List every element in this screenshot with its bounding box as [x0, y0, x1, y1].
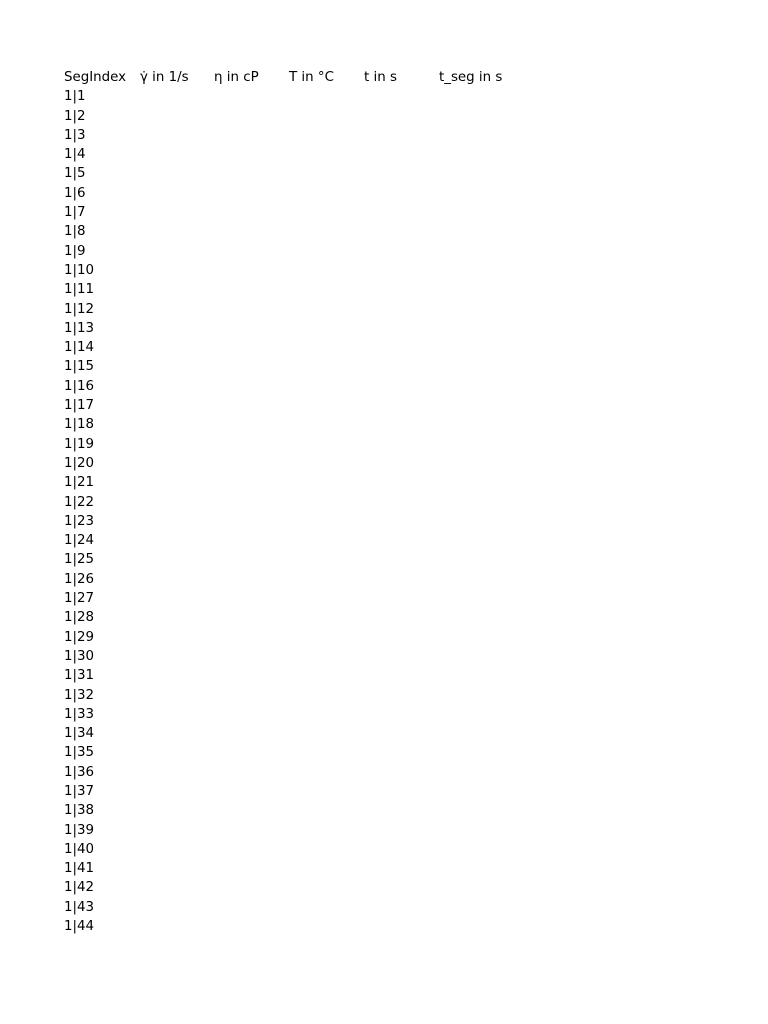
table-cell: 1|16 [64, 378, 95, 394]
table-cell: 1|42 [64, 880, 95, 896]
table-cell: 1|33 [64, 706, 95, 722]
header-shear-rate: γ̇ in 1/s [140, 70, 189, 85]
table-cell: 1|18 [64, 417, 95, 433]
table-cell: 1|35 [64, 745, 95, 761]
table-cell: 1|3 [64, 127, 86, 143]
table-cell: 1|26 [64, 571, 95, 587]
table-cell: 1|19 [64, 436, 95, 452]
table-cell: 1|37 [64, 783, 95, 799]
table-cell: 1|1 [64, 89, 86, 105]
table-cell: 1|43 [64, 899, 95, 915]
table-cell: 1|34 [64, 726, 95, 742]
header-time: t in s [364, 70, 397, 85]
table-cell: 1|17 [64, 398, 95, 414]
table-cell: 1|12 [64, 301, 95, 317]
table-cell: 1|23 [64, 513, 95, 529]
table-cell: 1|8 [64, 224, 86, 240]
table-cell: 1|28 [64, 610, 95, 626]
table-cell: 1|29 [64, 629, 95, 645]
table-cell: 1|4 [64, 147, 86, 163]
header-temperature: T in °C [289, 70, 334, 85]
table-cell: 1|21 [64, 475, 95, 491]
table-cell: 1|31 [64, 668, 95, 684]
header-segment-time: t_seg in s [439, 70, 503, 85]
table-cell: 1|10 [64, 262, 95, 278]
table-cell: 1|2 [64, 108, 86, 124]
table-cell: 1|20 [64, 455, 95, 471]
table-cell: 1|44 [64, 919, 95, 935]
header-viscosity: η in cP [214, 70, 259, 85]
header-segindex: SegIndex [64, 70, 127, 85]
table-cell: 1|39 [64, 822, 95, 838]
table-cell: 1|41 [64, 861, 95, 877]
table-cell: 1|27 [64, 591, 95, 607]
table-cell: 1|5 [64, 166, 86, 182]
table-cell: 1|40 [64, 841, 95, 857]
table-cell: 1|14 [64, 340, 95, 356]
table-cell: 1|25 [64, 552, 95, 568]
table-cell: 1|7 [64, 205, 86, 221]
table-cell: 1|22 [64, 494, 95, 510]
table-cell: 1|36 [64, 764, 95, 780]
table-cell: 1|9 [64, 243, 86, 259]
table-cell: 1|32 [64, 687, 95, 703]
table-cell: 1|11 [64, 282, 95, 298]
table-cell: 1|15 [64, 359, 95, 375]
table-cell: 1|38 [64, 803, 95, 819]
table-cell: 1|24 [64, 533, 95, 549]
table-cell: 1|6 [64, 185, 86, 201]
table-cell: 1|30 [64, 648, 95, 664]
table-cell: 1|13 [64, 320, 95, 336]
